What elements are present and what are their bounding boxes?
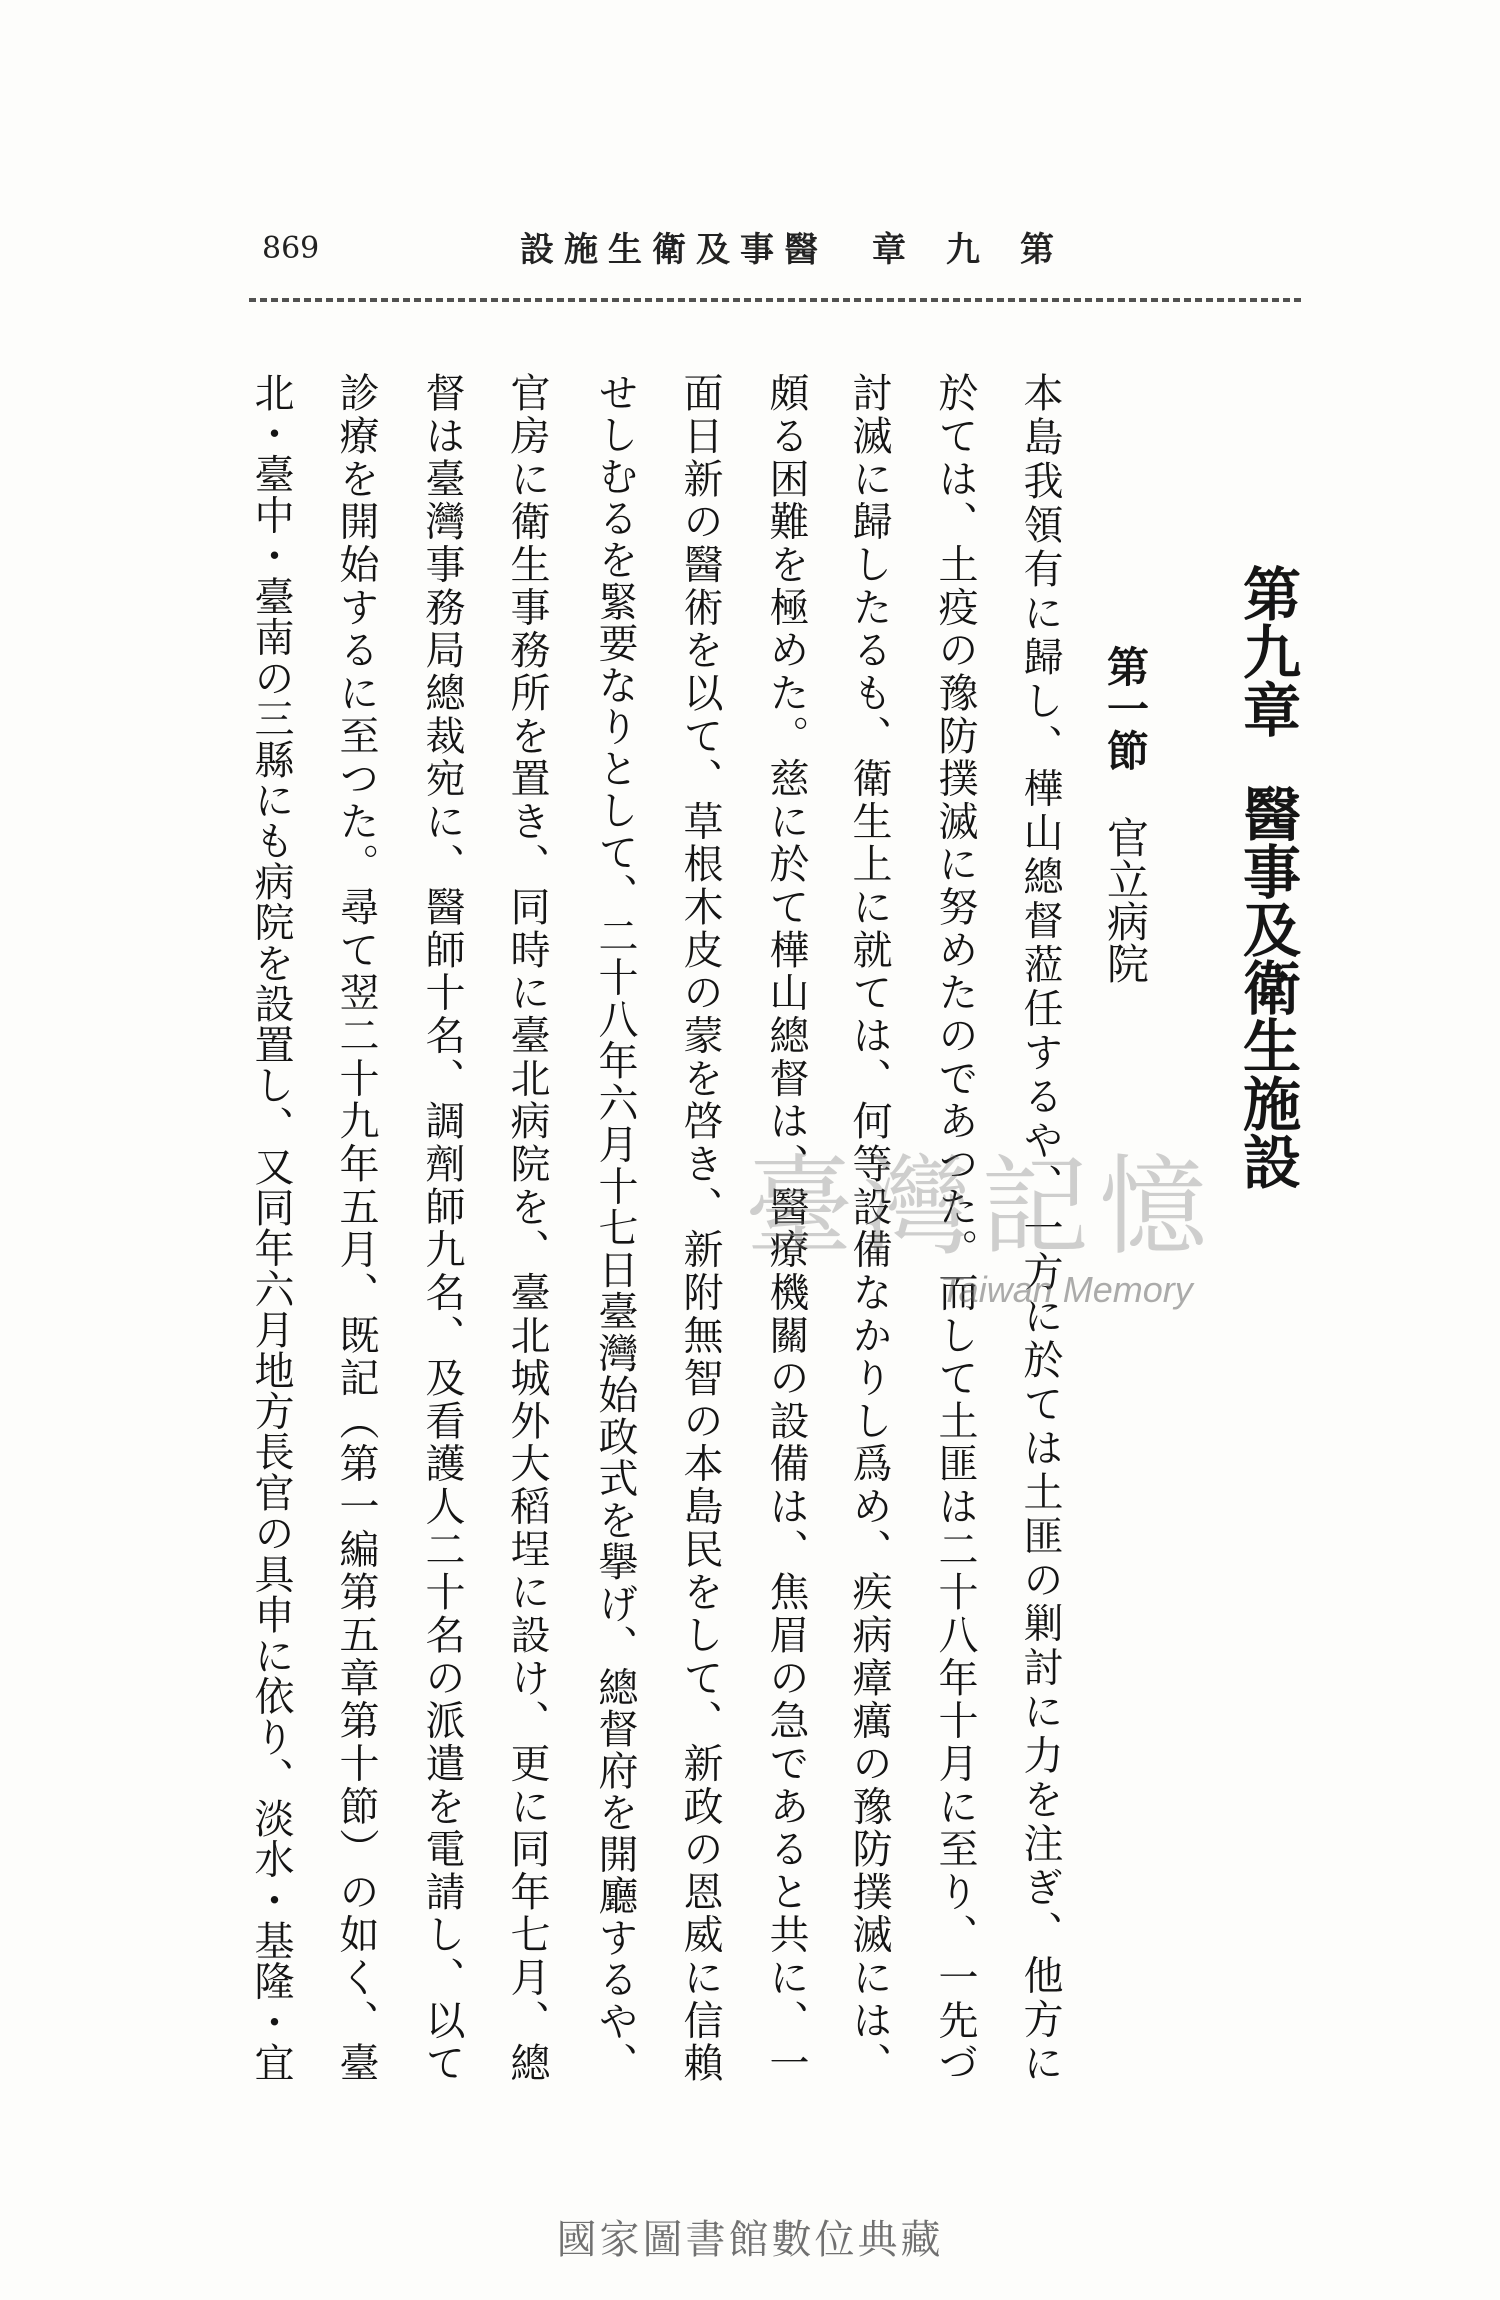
running-chapter: 第九章 [872,230,1094,270]
body-column: 督は臺灣事務局總裁宛に、醫師十名、調劑師九名、及看護人二十名の派遣を電請し、以て [419,372,465,2082]
body-column: 官房に衛生事務所を置き、同時に臺北病院を、臺北城外大稻埕に設け、更に同年七月、總 [504,372,550,2082]
body-column: 頗る困難を極めた。慈に於て樺山總督は、醫療機關の設備は、焦眉の急であると共に、一 [763,372,809,2082]
chapter-label: 第九章 [1233,564,1301,738]
body-column: 面日新の醫術を以て、草根木皮の蒙を啓き、新附無智の本島民をして、新政の恩威に信賴 [677,372,723,2082]
chapter-title: 醫事及衛生施設 [1233,784,1301,1190]
section-title: 官立病院 [1101,816,1150,984]
body-column: 於ては、土疫の豫防撲滅に努めたのであつた。而して土匪は二十八年十月に至り、一先づ [932,372,978,2083]
body-column: せしむるを緊要なりとして、二十八年六月十七日臺灣始政式を擧げ、總督府を開廳するや、 [592,372,638,2082]
page-number: 869 [262,231,320,266]
section-label: 第一節 [1101,645,1150,771]
body-column: 診療を開始するに至つた。尋て翌二十九年五月、既記（第一編第五章第十節）の如く、臺 [333,372,379,2082]
body-column: 本島我領有に歸し、樺山總督蒞任するや、一方に於ては土匪の剿討に力を注ぎ、他方に [1017,372,1063,2083]
header-rule [249,298,1304,302]
footer-credit: 國家圖書館數位典藏 [556,2217,944,2263]
body-column: 北・臺中・臺南の三縣にも病院を設置し、又同年六月地方長官の具申に依り、淡水・基隆・宜 [248,372,294,2082]
watermark-subtext: Taiwan Memory [940,1269,1193,1310]
body-column: 討滅に歸したるも、衛生上に就ては、何等設備なかりし爲め、疾病瘴癘の豫防撲滅には、 [846,372,892,2082]
watermark-logo: 臺灣記憶 [745,1145,1218,1270]
running-title: 醫事及衛生施設 [520,230,828,270]
